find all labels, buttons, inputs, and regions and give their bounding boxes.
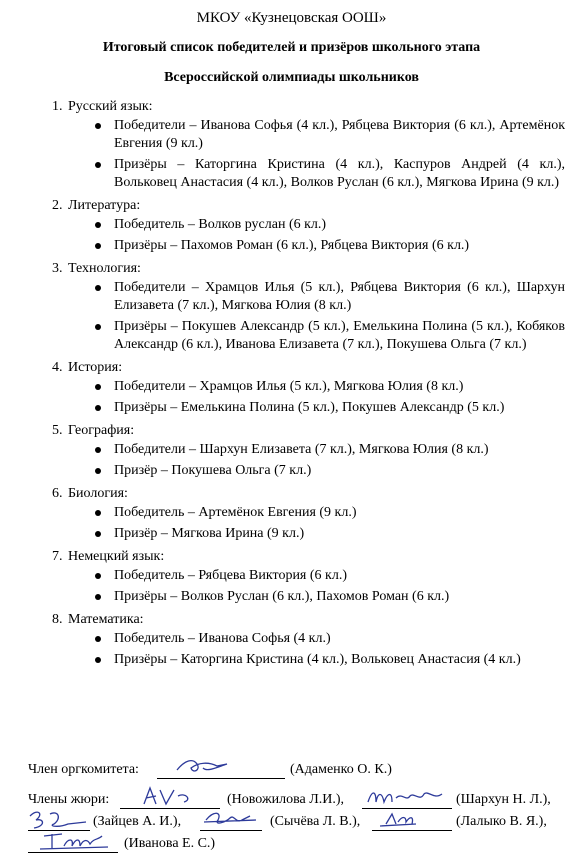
subject-name: Немецкий язык:: [68, 549, 165, 564]
orgcommittee-signature: [157, 756, 285, 779]
jury-label: Члены жюри:: [28, 792, 110, 807]
jury-member-5: (Лалыко В. Я.),: [456, 814, 547, 829]
jury-signature-5: [372, 808, 452, 831]
subject-name: География:: [68, 423, 135, 438]
subject-number: 7.: [52, 549, 63, 564]
jury-signature-4: [200, 808, 262, 831]
jury-signature-6: [28, 830, 118, 853]
subject-number: 1.: [52, 99, 63, 114]
subject-number: 5.: [52, 423, 63, 438]
subject-number: 8.: [52, 612, 63, 627]
jury-signature-3: [28, 808, 90, 831]
result-entry: Призёры – Волков Руслан (6 кл.), Пахомов Роман (6 кл.): [0, 588, 583, 606]
jury-signature-1: [120, 786, 220, 809]
subject-number: 3.: [52, 261, 63, 276]
school-name: МКОУ «Кузнецовская ООШ»: [196, 10, 387, 26]
jury-member-4: (Сычёва Л. В.),: [270, 814, 361, 829]
result-entry: Призёры – Каторгина Кристина (4 кл.), Каспуров Андрей (4 кл.), Вольковец Анастасия (4 кл.), Волков Руслан (6 кл.), Мягкова Ирина (9 кл.): [0, 156, 583, 192]
result-entry: Победитель – Волков руслан (6 кл.): [0, 216, 583, 234]
result-entry: Победитель – Рябцева Виктория (6 кл.): [0, 567, 583, 585]
subject-name: Биология:: [68, 486, 128, 501]
result-entry: Победители – Храмцов Илья (5 кл.), Рябцева Виктория (6 кл.), Шархун Елизавета (7 кл.), Мягкова Юлия (8 кл.): [0, 279, 583, 315]
subject-number: 4.: [52, 360, 63, 375]
jury-member-6: (Иванова Е. С.): [124, 836, 216, 851]
subject-name: История:: [68, 360, 123, 375]
jury-member-1: (Новожилова Л.И.),: [227, 792, 344, 807]
result-entry: Призёр – Покушева Ольга (7 кл.): [0, 462, 583, 480]
jury-signature-2: [362, 786, 452, 809]
document-title: Итоговый список победителей и призёров школьного этапа: [102, 40, 481, 55]
subject-name: Литература:: [68, 198, 141, 213]
jury-member-3: (Зайцев А. И.),: [93, 814, 182, 829]
result-entry: Призёры – Каторгина Кристина (4 кл.), Вольковец Анастасия (4 кл.): [0, 651, 583, 669]
result-entry: Призёр – Мягкова Ирина (9 кл.): [0, 525, 583, 543]
jury-member-2: (Шархун Н. Л.),: [456, 792, 551, 807]
subject-name: Русский язык:: [68, 99, 153, 114]
orgcommittee-label: Член оргкомитета:: [28, 762, 139, 777]
subject-name: Математика:: [68, 612, 144, 627]
result-entry: Победители – Храмцов Илья (5 кл.), Мягкова Юлия (8 кл.): [0, 378, 583, 396]
orgcommittee-name: (Адаменко О. К.): [290, 762, 392, 777]
result-entry: Призёры – Емелькина Полина (5 кл.), Покушев Александр (5 кл.): [0, 399, 583, 417]
subject-number: 6.: [52, 486, 63, 501]
result-entry: Победители – Иванова Софья (4 кл.), Рябцева Виктория (6 кл.), Артемёнок Евгения (9 кл.): [0, 117, 583, 153]
result-entry: Победитель – Иванова Софья (4 кл.): [0, 630, 583, 648]
result-entry: Призёры – Пахомов Роман (6 кл.), Рябцева Виктория (6 кл.): [0, 237, 583, 255]
result-entry: Победители – Шархун Елизавета (7 кл.), Мягкова Юлия (8 кл.): [0, 441, 583, 459]
subject-number: 2.: [52, 198, 63, 213]
subject-name: Технология:: [68, 261, 141, 276]
result-entry: Победитель – Артемёнок Евгения (9 кл.): [0, 504, 583, 522]
document-subtitle: Всероссийской олимпиады школьников: [164, 70, 419, 85]
result-entry: Призёры – Покушев Александр (5 кл.), Емелькина Полина (5 кл.), Кобяков Александр (6 кл.), Иванова Елизавета (7 кл.), Покушева Ольга (7 кл.): [0, 318, 583, 354]
